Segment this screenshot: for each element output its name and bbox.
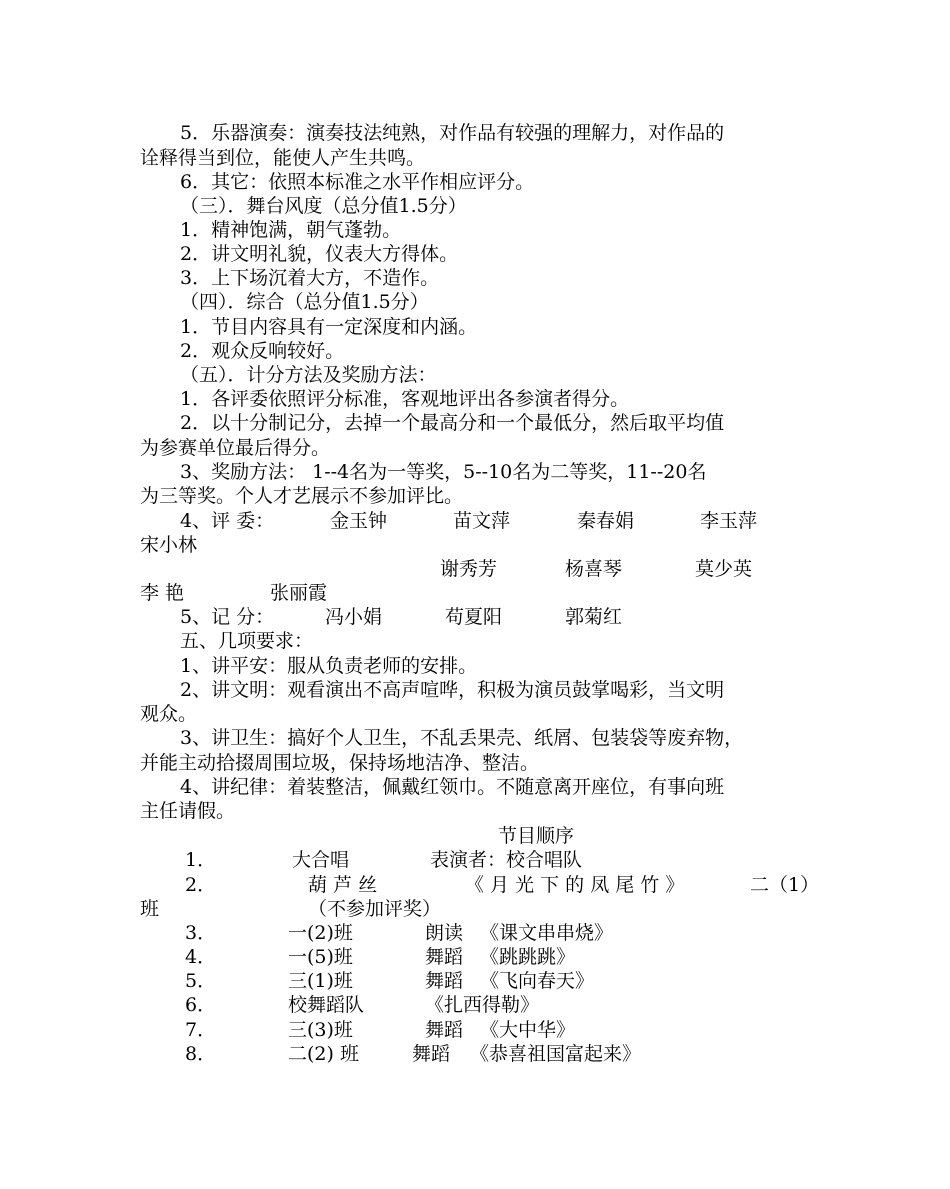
section-heading: （四）．综合（总分值1.5分） bbox=[180, 291, 429, 313]
paragraph-text: 观众。 bbox=[140, 703, 198, 725]
paragraph-text: 2．讲文明礼貌，仪表大方得体。 bbox=[180, 243, 459, 265]
program-title-text: 《飞向春天》 bbox=[480, 970, 595, 992]
section-heading: 五、几项要求： bbox=[180, 630, 314, 652]
text-line bbox=[140, 121, 812, 145]
program-class: 一(5)班 bbox=[288, 946, 353, 968]
program-number: 7． bbox=[185, 1019, 217, 1041]
text-line bbox=[140, 751, 812, 775]
program-note: （不参加评奖） bbox=[308, 898, 442, 920]
text-line bbox=[140, 170, 812, 194]
section-heading: （五）．计分方法及奖励方法： bbox=[180, 364, 437, 386]
paragraph-text: 2．以十分制记分，去掉一个最高分和一个最低分，然后取平均值 bbox=[180, 412, 725, 434]
text-line bbox=[140, 654, 812, 678]
text-line bbox=[140, 242, 812, 266]
program-title-text: 《课文串串烧》 bbox=[480, 922, 614, 944]
text-line bbox=[140, 387, 812, 411]
program-title: 节目顺序 bbox=[498, 825, 575, 847]
text-line bbox=[140, 775, 812, 799]
paragraph-text: 5．乐器演奏：演奏技法纯熟，对作品有较强的理解力，对作品的 bbox=[180, 122, 725, 144]
text-line bbox=[140, 194, 812, 218]
program-row bbox=[140, 1018, 812, 1042]
text-line bbox=[140, 726, 812, 750]
paragraph-text: 1、讲平安：服从负责老师的安排。 bbox=[180, 655, 478, 677]
paragraph-text: 3、奖励方法： 1--4名为一等奖，5--10名为二等奖，11--20名 bbox=[180, 461, 707, 483]
program-type: 舞蹈 bbox=[412, 1043, 451, 1065]
judge-name: 莫少英 bbox=[695, 558, 753, 580]
paragraph-text: 1．各评委依照评分标准，客观地评出各参演者得分。 bbox=[180, 388, 630, 410]
paragraph-text: 3．上下场沉着大方，不造作。 bbox=[180, 267, 440, 289]
program-title-text: 《跳跳跳》 bbox=[480, 946, 576, 968]
text-line bbox=[140, 678, 812, 702]
program-item: 大合唱 bbox=[292, 849, 350, 871]
paragraph-text: 6．其它：依照本标准之水平作相应评分。 bbox=[180, 171, 535, 193]
judges-line bbox=[140, 509, 812, 533]
text-line bbox=[140, 363, 812, 387]
paragraph-text: 1．节目内容具有一定深度和内涵。 bbox=[180, 316, 478, 338]
program-type: 舞蹈 bbox=[425, 1019, 464, 1041]
program-type: 朗读 bbox=[425, 922, 464, 944]
program-number: 8． bbox=[185, 1043, 217, 1065]
text-line bbox=[140, 702, 812, 726]
program-number: 2． bbox=[185, 874, 217, 896]
judge-name: 杨喜琴 bbox=[565, 558, 623, 580]
program-title-text: 《扎西得勒》 bbox=[425, 994, 540, 1016]
judge-name: 苗文萍 bbox=[453, 510, 511, 532]
paragraph-text: 并能主动拾掇周围垃圾，保持场地洁净、整洁。 bbox=[140, 752, 540, 774]
program-row bbox=[140, 945, 812, 969]
section-heading: （三）．舞台风度（总分值1.5分） bbox=[180, 195, 467, 217]
program-item: 葫 芦 丝 bbox=[308, 874, 378, 896]
program-row bbox=[140, 921, 812, 945]
scorers-line bbox=[140, 605, 812, 629]
program-row bbox=[140, 897, 812, 921]
text-line bbox=[140, 484, 812, 508]
program-class: 二（1） bbox=[750, 874, 820, 896]
judges-label: 4、评 委： bbox=[180, 510, 275, 532]
program-class: 校舞蹈队 bbox=[288, 994, 365, 1016]
judge-name: 张丽霞 bbox=[270, 582, 328, 604]
text-line bbox=[140, 315, 812, 339]
program-class: 一(2)班 bbox=[288, 922, 353, 944]
program-performer: 表演者：校合唱队 bbox=[430, 849, 583, 871]
text-line bbox=[140, 266, 812, 290]
program-row bbox=[140, 1042, 812, 1066]
paragraph-text: 为三等奖。个人才艺展示不参加评比。 bbox=[140, 485, 464, 507]
text-line bbox=[140, 146, 812, 170]
text-line bbox=[140, 290, 812, 314]
program-title-line bbox=[140, 824, 812, 848]
program-number: 4． bbox=[185, 946, 217, 968]
scorer-name: 郭菊红 bbox=[565, 606, 623, 628]
text-line bbox=[140, 436, 812, 460]
paragraph-text: 为参赛单位最后得分。 bbox=[140, 437, 331, 459]
text-line bbox=[140, 629, 812, 653]
judge-name: 金玉钟 bbox=[330, 510, 388, 532]
judges-line bbox=[140, 581, 812, 605]
scorer-name: 冯小娟 bbox=[325, 606, 383, 628]
text-line bbox=[140, 799, 812, 823]
judge-name: 李玉萍 bbox=[700, 510, 758, 532]
text-line bbox=[140, 218, 812, 242]
program-title-text: 《恭喜祖国富起来》 bbox=[470, 1043, 642, 1065]
program-title-text: 《大中华》 bbox=[480, 1019, 576, 1041]
program-row bbox=[140, 848, 812, 872]
program-type: 舞蹈 bbox=[425, 946, 464, 968]
program-number: 3． bbox=[185, 922, 217, 944]
judge-name: 宋小林 bbox=[140, 534, 198, 556]
judge-name: 秦春娟 bbox=[577, 510, 635, 532]
paragraph-text: 主任请假。 bbox=[140, 800, 236, 822]
program-title-text: 《 月 光 下 的 凤 尾 竹 》 bbox=[465, 874, 685, 896]
paragraph-text: 4、讲纪律：着装整洁，佩戴红领巾。不随意离开座位，有事向班 bbox=[180, 776, 725, 798]
judges-line bbox=[140, 557, 812, 581]
program-type: 舞蹈 bbox=[425, 970, 464, 992]
paragraph-text: 1．精神饱满，朝气蓬勃。 bbox=[180, 219, 402, 241]
program-class: 三(3)班 bbox=[288, 1019, 353, 1041]
judge-name: 李 艳 bbox=[140, 582, 185, 604]
program-class: 班 bbox=[140, 898, 160, 920]
judge-name: 谢秀芳 bbox=[440, 558, 498, 580]
scorer-name: 苟夏阳 bbox=[445, 606, 503, 628]
paragraph-text: 诠释得当到位，能使人产生共鸣。 bbox=[140, 147, 426, 169]
program-row bbox=[140, 969, 812, 993]
paragraph-text: 2、讲文明：观看演出不高声喧哗，积极为演员鼓掌喝彩，当文明 bbox=[180, 679, 725, 701]
paragraph-text: 3、讲卫生：搞好个人卫生，不乱丢果壳、纸屑、包装袋等废弃物， bbox=[180, 727, 744, 749]
judges-line bbox=[140, 533, 812, 557]
text-line bbox=[140, 411, 812, 435]
paragraph-text: 2．观众反响较好。 bbox=[180, 340, 345, 362]
program-row bbox=[140, 993, 812, 1017]
program-number: 5． bbox=[185, 970, 217, 992]
program-class: 三(1)班 bbox=[288, 970, 353, 992]
program-number: 1． bbox=[185, 849, 217, 871]
text-line bbox=[140, 460, 812, 484]
scorers-label: 5、记 分： bbox=[180, 606, 275, 628]
text-line bbox=[140, 339, 812, 363]
program-class: 二(2) 班 bbox=[288, 1043, 359, 1065]
program-number: 6． bbox=[185, 994, 217, 1016]
program-row bbox=[140, 873, 820, 897]
